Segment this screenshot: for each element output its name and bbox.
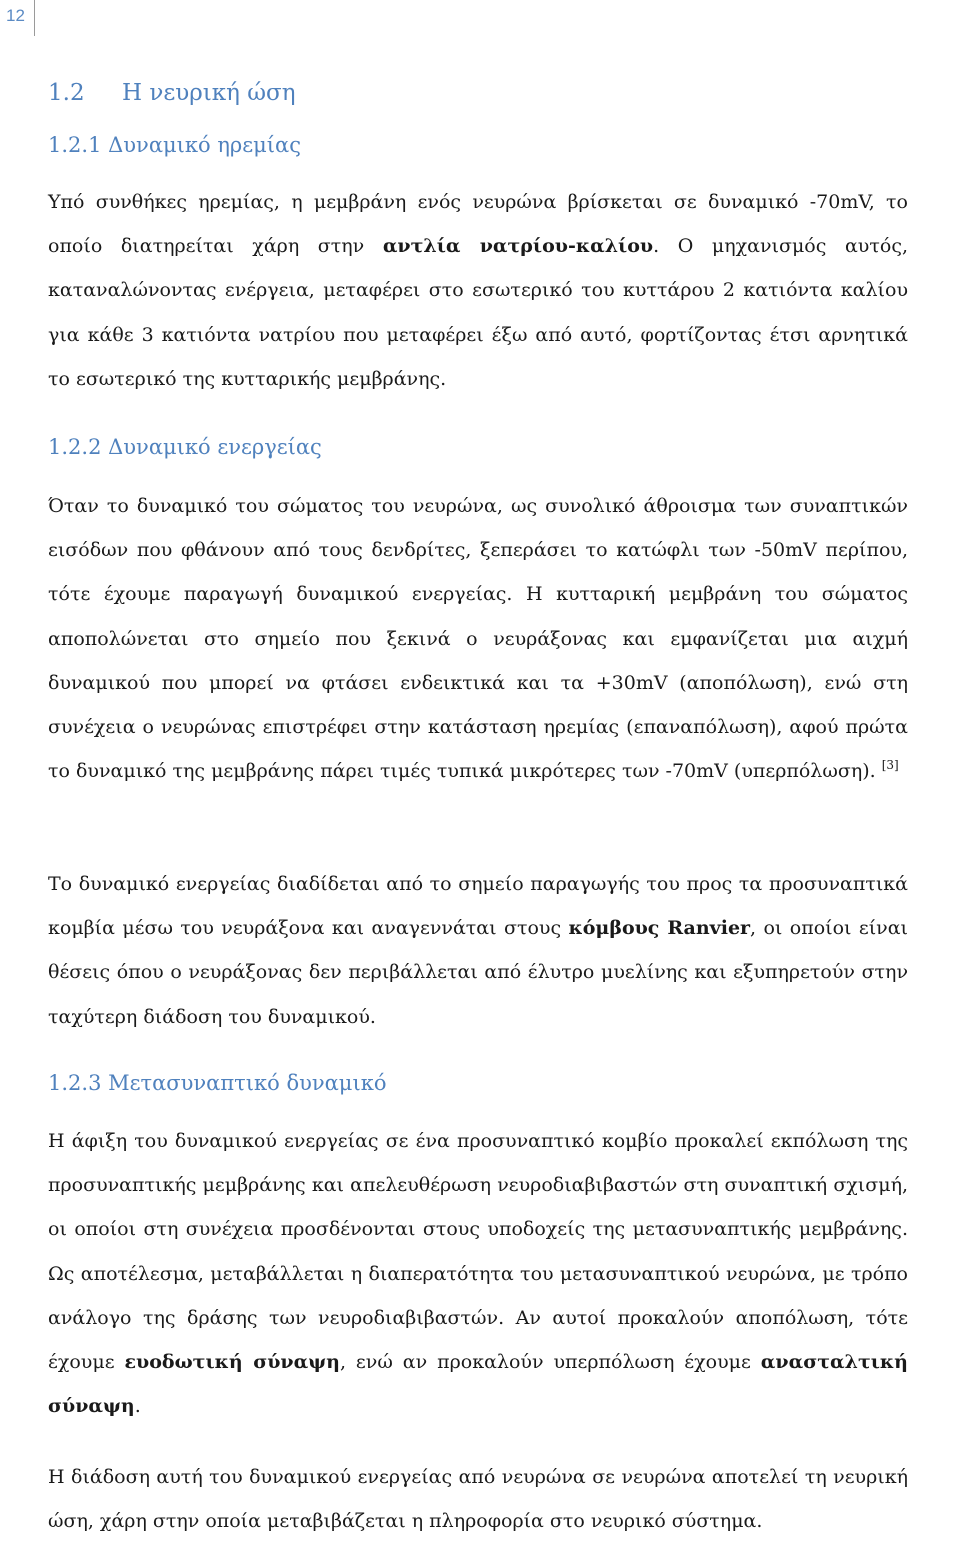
subsection-number: 1.2.2 <box>48 435 102 459</box>
subsection-title: Μετασυναπτικό δυναμικό <box>108 1071 387 1095</box>
text-run: . <box>134 1395 141 1418</box>
page-number-divider <box>34 0 35 36</box>
text-run: Η άφιξη του δυναμικού ενεργείας σε ένα προσυναπτικό κομβίο προκαλεί εκπόλωση της προσυναπτικής μεμβράνης και απελευθέρωση νευροδιαβιβαστών στη συναπτική σχισμή, οι οποίοι στη συνέχεια προσδένονται στους υποδοχείς της μετασυναπτικής μεμβράνης. Ως αποτέλεσμα, μεταβάλλεται η διαπερατότητα του μετασυναπτικού νευρώνα, με τρόπο ανάλογο της δράσης των νευροδιαβιβαστών. Αν αυτοί προκαλούν αποπόλωση, τότε έχουμε <box>48 1130 908 1374</box>
subsection-heading-postsynaptic-potential <box>48 1071 386 1095</box>
paragraph-action-potential-generation <box>48 484 908 793</box>
bold-term: ανασταλτική σύναψη <box>48 1351 908 1418</box>
paragraph-nerve-impulse <box>48 1455 908 1543</box>
subsection-number: 1.2.1 <box>48 133 102 157</box>
bold-term: αντλία νατρίου-καλίου <box>382 235 654 258</box>
paragraph-postsynaptic-potential <box>48 1119 908 1428</box>
text-run: , οι οποίοι είναι θέσεις όπου ο νευράξονας δεν περιβάλλεται από έλυτρο μυελίνης και εξυπηρετούν στην ταχύτερη διάδοση του δυναμικού. <box>48 917 908 1028</box>
subsection-number: 1.2.3 <box>48 1071 102 1095</box>
text-run: Υπό συνθήκες ηρεμίας, η μεμβράνη ενός νευρώνα βρίσκεται σε δυναμικό -70mV, το οποίο διατηρείται χάρη στην <box>48 191 908 258</box>
text-run: Το δυναμικό ενεργείας διαδίδεται από το σημείο παραγωγής του προς τα προσυναπτικά κομβία μέσω του νευράξονα και αναγεννάται στους <box>48 873 908 940</box>
section-number: 1.2 <box>48 80 85 106</box>
paragraph-action-potential-propagation <box>48 862 908 1039</box>
text-run: . Ο μηχανισμός αυτός, καταναλώνοντας ενέργεια, μεταφέρει στο εσωτερικό του κυττάρου 2 κατιόντα καλίου για κάθε 3 κατιόντα νατρίου που μεταφέρει έξω από αυτό, φορτίζοντας έτσι αρνητικά το εσωτερικό της κυτταρικής μεμβράνης. <box>48 235 908 390</box>
text-run: Η διάδοση αυτή του δυναμικού ενεργείας από νευρώνα σε νευρώνα αποτελεί τη νευρική ώση, χάρη στην οποία μεταβιβάζεται η πληροφορία στο νευρικό σύστημα. <box>48 1466 908 1533</box>
text-run: Όταν το δυναμικό του σώματος του νευρώνα, ως συνολικό άθροισμα των συναπτικών εισόδων που φθάνουν από τους δενδρίτες, ξεπεράσει το κατώφλι των -50mV περίπου, τότε έχουμε παραγωγή δυναμικού ενεργείας. Η κυτταρική μεμβράνη του σώματος αποπολώνεται στο σημείο που ξεκινά ο νευράξονας και εμφανίζεται μια αιχμή δυναμικού που μπορεί να φτάσει ενδεικτικά και τα +30mV (αποπόλωση), ενώ στη συνέχεια ο νευρώνας επιστρέφει στην κατάσταση ηρεμίας (επαναπόλωση), αφού πρώτα το δυναμικό της μεμβράνης πάρει τιμές τυπικά μικρότερες των -70mV (υπερπόλωση). <box>48 495 908 783</box>
bold-term: κόμβους Ranvier <box>568 917 751 940</box>
section-heading <box>48 80 296 106</box>
paragraph-resting-potential <box>48 180 908 401</box>
subsection-heading-resting-potential <box>48 133 301 157</box>
subsection-title: Δυναμικό ενεργείας <box>108 435 322 459</box>
bold-term: ευοδωτική σύναψη <box>124 1351 340 1374</box>
section-title: Η νευρική ώση <box>122 80 296 106</box>
subsection-heading-action-potential <box>48 435 322 459</box>
text-run: , ενώ αν προκαλούν υπερπόλωση έχουμε <box>339 1351 761 1374</box>
page-number: 12 <box>6 6 25 25</box>
citation-reference: [3] <box>881 758 899 773</box>
subsection-title: Δυναμικό ηρεμίας <box>108 133 301 157</box>
